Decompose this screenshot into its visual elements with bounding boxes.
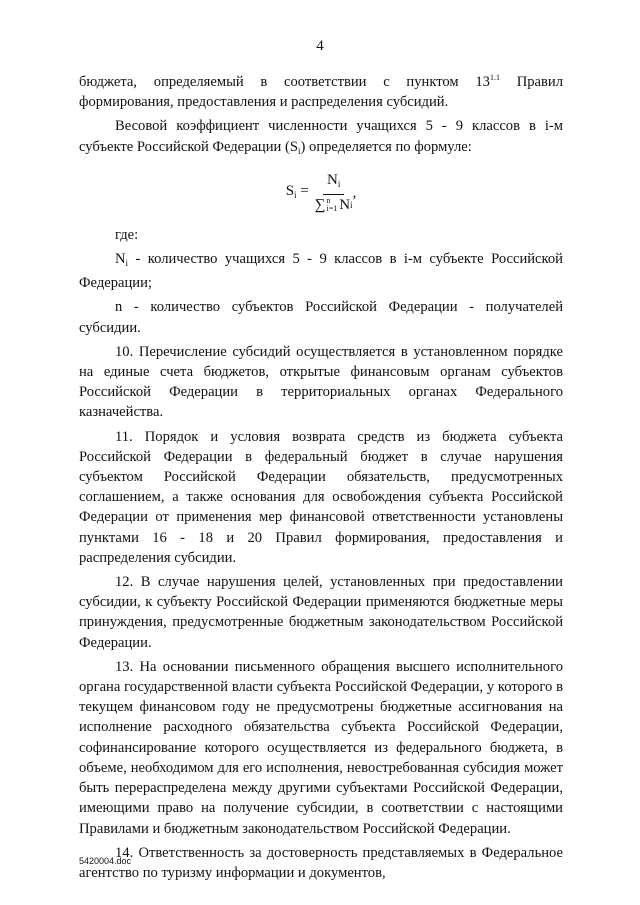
formula-fraction — [315, 171, 353, 214]
definition-ni-symbol: N — [115, 251, 126, 268]
formula-numerator-symbol: N — [326, 172, 338, 189]
paragraph-intro-text: бюджета, определяемый в соответствии с пунктом 13 — [79, 74, 490, 90]
definition-n: n - количество субъектов Российской Федерации - получателей субсидии. — [79, 299, 563, 336]
formula-numerator-subscript: i — [337, 179, 341, 190]
formula-denominator — [315, 195, 353, 214]
paragraph-weight-text-end: ) определяется по формуле: — [300, 138, 472, 155]
formula-lhs — [286, 181, 309, 205]
sum-sign: ∑ — [314, 197, 326, 214]
paragraph-10: 10. Перечисление субсидий осуществляется в установленном порядке на единые счета бюджетов, открытые финансовым органам субъектов Российской Федерации в территориальных органах Федерального казначейства. — [79, 343, 563, 421]
formula-trailing-comma: , — [352, 184, 357, 201]
paragraph-ref-superscript: 1.1 — [489, 73, 500, 82]
paragraph-intro — [79, 72, 563, 112]
definition-ni — [79, 249, 563, 293]
paragraph-14: 14. Ответственность за достоверность представляемых в Федеральное агентство по туризму информации и документов, — [79, 844, 563, 881]
page-number: 4 — [316, 38, 324, 54]
paragraph-weight-text: Весовой коэффициент численности учащихся 5 - 9 классов в i-м субъекте Российской Федерации (S — [79, 118, 563, 155]
sum-upper-limit: n — [326, 196, 331, 206]
formula — [79, 167, 563, 219]
sum-lower-limit: i=1 — [326, 204, 338, 214]
definition-ni-subscript: i — [125, 258, 129, 269]
paragraph-weight-subscript: i — [298, 145, 301, 156]
where-label: где: — [115, 226, 139, 243]
paragraph-weight — [79, 116, 563, 160]
definition-ni-text: - количество учащихся 5 - 9 классов в i-м субъекте Российской Федерации; — [79, 251, 563, 292]
footer-filename: 5420004.doc — [79, 856, 132, 866]
formula-denominator-symbol: N — [339, 197, 351, 214]
formula-equals: = — [296, 182, 309, 199]
document-body — [79, 72, 563, 883]
formula-lhs-subscript: i — [294, 189, 297, 200]
formula-lhs-symbol: S — [285, 182, 295, 199]
formula-numerator — [323, 171, 344, 195]
paragraph-13: 13. На основании письменного обращения высшего исполнительного органа государственной власти субъекта Российской Федерации, у которого в текущем финансовом году не предусмотрены бюджетные ассигнования на исполнение расходного обязательства субъекта Российской Федерации, софинансирование которого осуществляется из федерального бюджета, в объеме, необходимом для его исполнения, невостребованная субсидия может быть перераспределена между другими субъектами Российской Федерации, имеющими право на получение субсидии, в соответствии с настоящими Правилами и бюджетным законодательством Российской Федерации. — [79, 658, 563, 837]
paragraph-intro-text-end: Правил формирования, предоставления и распределения субсидий. — [79, 74, 564, 111]
sum-limits — [326, 197, 337, 213]
paragraph-11: 11. Порядок и условия возврата средств из бюджета субъекта Российской Федерации в федеральный бюджет в случае нарушения субъектом Российской Федерации обязательств, предусмотренных соглашением, а также основания для освобождения субъекта Российской Федерации от применения мер финансовой ответственности установлены пунктами 16 - 18 и 20 Правил формирования, предоставления и распределения субсидии. — [79, 428, 563, 566]
paragraph-12: 12. В случае нарушения целей, установленных при предоставлении субсидии, к субъекту Российской Федерации применяются бюджетные меры принуждения, предусмотренные бюджетным законодательством Российской Федерации. — [79, 574, 563, 651]
formula-denominator-subscript: i — [350, 200, 353, 211]
